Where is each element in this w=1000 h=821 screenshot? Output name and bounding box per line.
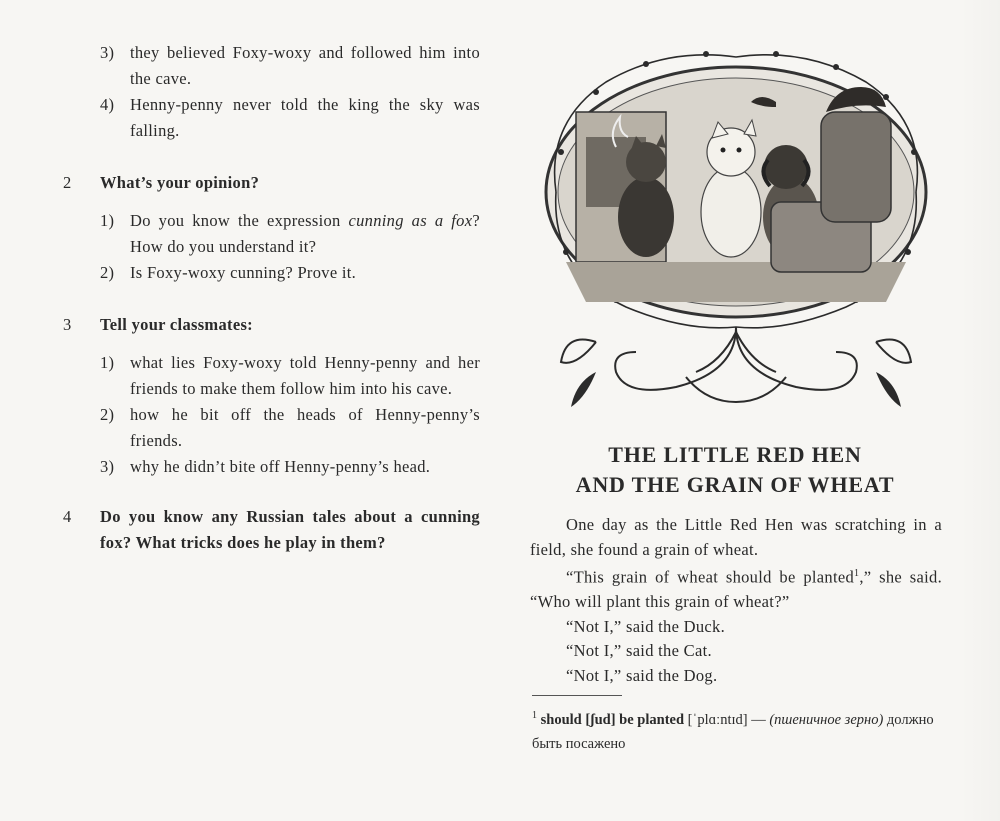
item-number: 2) xyxy=(100,405,115,424)
footnote-translation: должно быть посажено xyxy=(532,711,934,752)
story-illustration xyxy=(536,42,936,412)
footnote-marker: 1 xyxy=(854,568,860,579)
paragraph: “Not I,” said the Duck. xyxy=(566,616,726,636)
item-text: Henny-penny never told the king the sky was falling. xyxy=(130,95,480,140)
paragraph: “Not I,” said the Dog. xyxy=(566,665,718,685)
paragraph-text: “This grain of wheat should be planted xyxy=(566,567,855,587)
item-text: how he bit off the heads of Henny-penny’s friends. xyxy=(130,405,480,450)
task-number: 2 xyxy=(63,173,72,192)
footnote-term: should [ʃud] be planted xyxy=(540,711,685,728)
item-text: Do you know the expression xyxy=(130,211,349,230)
task-number: 3 xyxy=(63,315,72,334)
footnote-number: 1 xyxy=(532,710,537,721)
title-line: AND THE GRAIN OF WHEAT xyxy=(575,472,895,497)
item-number: 4) xyxy=(100,95,115,114)
list-item xyxy=(100,454,480,480)
left-page xyxy=(60,40,480,556)
previous-items xyxy=(60,40,480,144)
paragraph: One day as the Little Red Hen was scratching in a field, she found a grain of wheat. xyxy=(530,515,942,559)
task-3 xyxy=(60,312,480,480)
item-text: Is Foxy-woxy cunning? Prove it. xyxy=(130,263,357,282)
story-title xyxy=(540,440,930,500)
task-2 xyxy=(60,170,480,286)
page-shadow xyxy=(960,0,1000,821)
task-heading: Do you know any Russian tales about a cunning fox? What tricks does he play in them? xyxy=(100,507,480,552)
footnote-italic: (пшеничное зерно) xyxy=(769,711,884,728)
story-text xyxy=(530,513,942,688)
paragraph xyxy=(530,562,942,615)
footnote-dash: — xyxy=(747,711,770,728)
list-item xyxy=(100,208,480,260)
list-item xyxy=(100,260,480,286)
item-text: they believed Foxy-woxy and followed him into the cave. xyxy=(130,43,480,88)
list-item xyxy=(100,40,480,92)
item-text: ? How do you understand it? xyxy=(130,211,480,256)
item-text-italic: cunning as a fox xyxy=(348,211,473,230)
title-line: THE LITTLE RED HEN xyxy=(608,442,862,467)
item-number: 1) xyxy=(100,353,115,372)
footnote-phonetic: [ˈplɑːntɪd] xyxy=(687,711,748,728)
footnote xyxy=(532,704,942,756)
task-heading: Tell your classmates: xyxy=(100,315,253,334)
task-heading: What’s your opinion? xyxy=(100,173,260,192)
item-number: 1) xyxy=(100,211,115,230)
list-item xyxy=(100,92,480,144)
list-item xyxy=(100,402,480,454)
paragraph-text: ,” she said. “Who will plant this grain of wheat?” xyxy=(530,567,942,611)
item-number: 3) xyxy=(100,457,115,476)
item-text: what lies Foxy-woxy told Henny-penny and her friends to make them follow him into his cave. xyxy=(130,353,480,398)
item-number: 3) xyxy=(100,43,115,62)
task-4 xyxy=(60,504,480,556)
item-text: why he didn’t bite off Henny-penny’s head. xyxy=(130,457,431,476)
item-number: 2) xyxy=(100,263,115,282)
paragraph: “Not I,” said the Cat. xyxy=(566,641,712,660)
footnote-divider xyxy=(532,695,622,696)
list-item xyxy=(100,350,480,402)
task-number: 4 xyxy=(63,507,72,526)
